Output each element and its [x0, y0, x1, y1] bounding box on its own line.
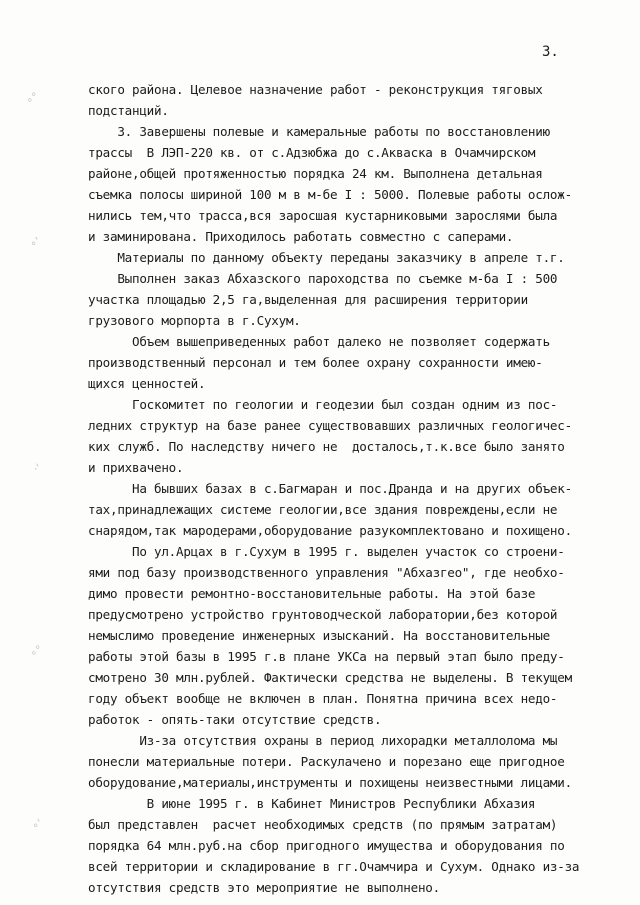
text-line: районе,общей протяженностью порядка 24 км. Выполнена детальная [88, 166, 543, 181]
text-line: димо провести ремонтно-восстановительные работы. На этой базе [88, 586, 536, 601]
text-line: понесли материальные потери. Раскулачено и порезано еще пригодное [88, 754, 565, 769]
margin-mark-decoration: ∘' [29, 816, 45, 833]
text-line: тах,принадлежащих системе геологии,все здания повреждены,если не [88, 502, 558, 517]
margin-mark-decoration: ∘° [23, 89, 41, 108]
text-line: грузового морпорта в г.Сухум. [88, 313, 301, 328]
text-line: В июне 1995 г. в Кабинет Министров Республики Абхазия [88, 796, 536, 811]
text-line: подстанций. [88, 103, 169, 118]
text-line: производственный персонал и тем более охрану сохранности имею- [88, 355, 543, 370]
text-line: Объем вышеприведенных работ далеко не позволяет содержать [88, 334, 550, 349]
text-line: году объект вообще не включен в план. Понятна причина всех недо- [88, 691, 558, 706]
text-line: снарядом,так мародерами,оборудование разукомплектовано и похищено. [88, 523, 572, 538]
text-line: оборудование,материалы,инструменты и похищены неизвестными лицами. [88, 775, 572, 790]
margin-mark-decoration: ∘° [27, 642, 45, 661]
text-line: работы этой базы в 1995 г.в плане УКСа на первый этап было преду- [88, 649, 565, 664]
text-line: ледних структур на базе ранее существовавших различных геологичес- [88, 418, 572, 433]
text-line: участка площадью 2,5 га,выделенная для расширения территории [88, 292, 528, 307]
margin-mark-decoration: ∘' [27, 234, 43, 251]
text-line: ями под базу производственного управления "Абхазгео", где необхо- [88, 565, 565, 580]
text-line: щихся ценностей. [88, 376, 206, 391]
text-line: порядка 64 млн.руб.на сбор пригодного имущества и оборудования по [88, 838, 565, 853]
text-line: 3. Завершены полевые и камеральные работы по восстановлению [88, 124, 550, 139]
text-line: отсутствия средств это мероприятие не выполнено. [88, 880, 440, 895]
text-line: предусмотрено устройство грунтоводческой лаборатории,без которой [88, 607, 558, 622]
page-number: 3. [542, 44, 559, 60]
text-line: немыслимо проведение инженерных изысканий. На восстановительные [88, 628, 550, 643]
text-line: ких служб. По наследству ничего не досталось,т.к.все было занято [88, 439, 565, 454]
text-line: и заминирована. Приходилось работать совместно с саперами. [88, 229, 514, 244]
text-line: всей территории и складирование в гг.Очамчира и Сухум. Однако из-за [88, 859, 580, 874]
text-line: По ул.Арцах в г.Сухум в 1995 г. выделен участок со строени- [88, 544, 565, 559]
text-line: трассы В ЛЭП-220 кв. от с.Адзюбжа до с.Акваска в Очамчирском [88, 145, 536, 160]
margin-mark-decoration: ·' [31, 461, 44, 476]
text-line: смотрено 30 млн.рублей. Фактически средства не выделены. В текущем [88, 670, 572, 685]
text-line: Материалы по данному объекту переданы заказчику в апреле т.г. [88, 250, 565, 265]
text-line: был представлен расчет необходимых средств (по прямым затратам) [88, 817, 558, 832]
text-line: съемка полосы шириной 100 м в м-бе I : 5000. Полевые работы ослож- [88, 187, 572, 202]
text-line: и прихвачено. [88, 460, 184, 475]
text-line: ского района. Целевое назначение работ - реконструкция тяговых [88, 82, 543, 97]
text-line: нились тем,что трасса,вся заросшая кустарниковыми зарослями была [88, 208, 558, 223]
text-line: работок - опять-таки отсутствие средств. [88, 712, 382, 727]
text-line: На бывших базах в с.Багмаран и пос.Дранда и на других объек- [88, 481, 572, 496]
text-line: Выполнен заказ Абхазского пароходства по съемке м-ба I : 500 [88, 271, 558, 286]
text-line: Госкомитет по геологии и геодезии был создан одним из пос- [88, 397, 558, 412]
body-text [88, 79, 628, 898]
text-line: Из-за отсутствия охраны в период лихорадки металлолома мы [88, 733, 558, 748]
